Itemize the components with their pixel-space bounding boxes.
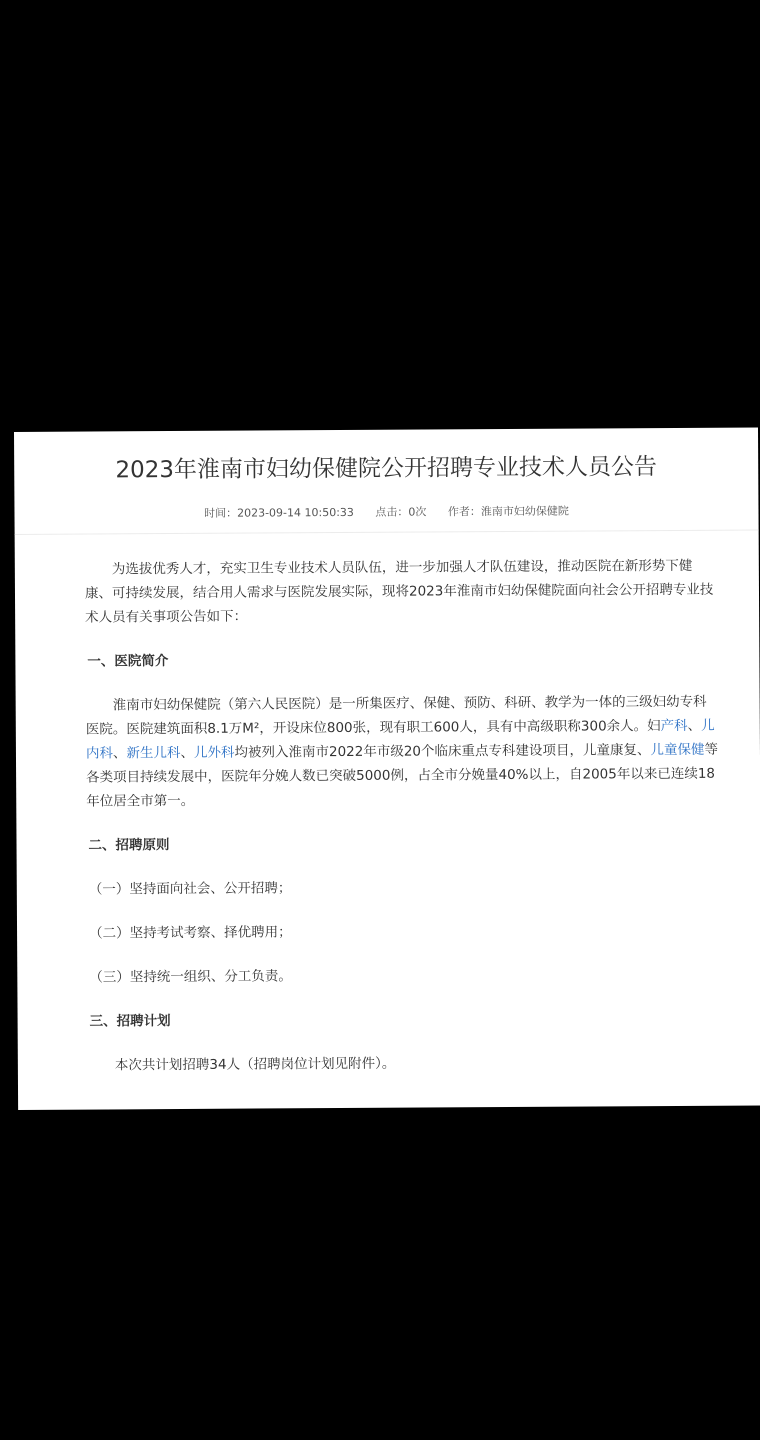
article-sheet xyxy=(14,427,760,1110)
link-pediatric-surgery[interactable]: 儿外科 xyxy=(193,744,235,761)
publish-time: 时间：2023-09-14 10:50:33 xyxy=(204,505,354,520)
hospital-intro-text-a: 淮南市妇幼保健院（第六人民医院）是一所集医疗、保健、预防、科研、教学为一体的三级妇幼专科医院。医院建筑面积8.1万M²，开设床位800张，现有职工600人，具有中高级职称300余人。妇 xyxy=(85,693,707,738)
plan-paragraph: 本次共计划招聘34人（招聘岗位计划见附件）。 xyxy=(114,1055,396,1074)
principle-item: （三）坚持统一组织、分工负责。 xyxy=(89,968,292,986)
intro-paragraph: 为选拔优秀人才，充实卫生专业技术人员队伍，进一步加强人才队伍建设，推动医院在新形势下健康、可持续发展，结合用人需求与医院发展实际，现将2023年淮南市妇幼保健院面向社会公开招聘专业技术人员有关事项公告如下： xyxy=(84,557,714,626)
section-heading-hospital-intro: 一、医院简介 xyxy=(87,653,169,670)
principle-item: （一）坚持面向社会、公开招聘； xyxy=(88,880,292,898)
article-meta xyxy=(14,501,758,522)
separator: 、 xyxy=(112,745,127,762)
link-obstetrics[interactable]: 产科 xyxy=(660,717,688,735)
article-title: 2023年淮南市妇幼保健院公开招聘专业技术人员公告 xyxy=(115,454,658,484)
separator: 、 xyxy=(180,744,195,761)
author: 作者：淮南市妇幼保健院 xyxy=(447,504,569,519)
article-body xyxy=(85,554,722,1078)
section-heading-plan: 三、招聘计划 xyxy=(89,1013,171,1030)
click-count: 点击：0次 xyxy=(375,505,427,519)
link-child-health[interactable]: 儿童保健 xyxy=(650,741,705,759)
hospital-intro-text-c: 等各类项目持续发展中，医院年分娩人数已突破5000例，占全市分娩量40%以上，自2005年以来已连续18年位居全市第一。 xyxy=(86,741,719,810)
link-neonatal[interactable]: 新生儿科 xyxy=(126,744,181,762)
section-heading-principles: 二、招聘原则 xyxy=(88,837,170,854)
hospital-intro-text-b: 均被列入淮南市2022年市级20个临床重点专科建设项目，儿童康复、 xyxy=(234,742,651,761)
hospital-intro-paragraph xyxy=(86,690,721,814)
link-pediatrics[interactable]: 儿内科 xyxy=(85,717,715,762)
separator: 、 xyxy=(687,717,702,734)
title-divider xyxy=(15,529,759,535)
principle-item: （二）坚持考试考察、择优聘用； xyxy=(89,924,292,942)
